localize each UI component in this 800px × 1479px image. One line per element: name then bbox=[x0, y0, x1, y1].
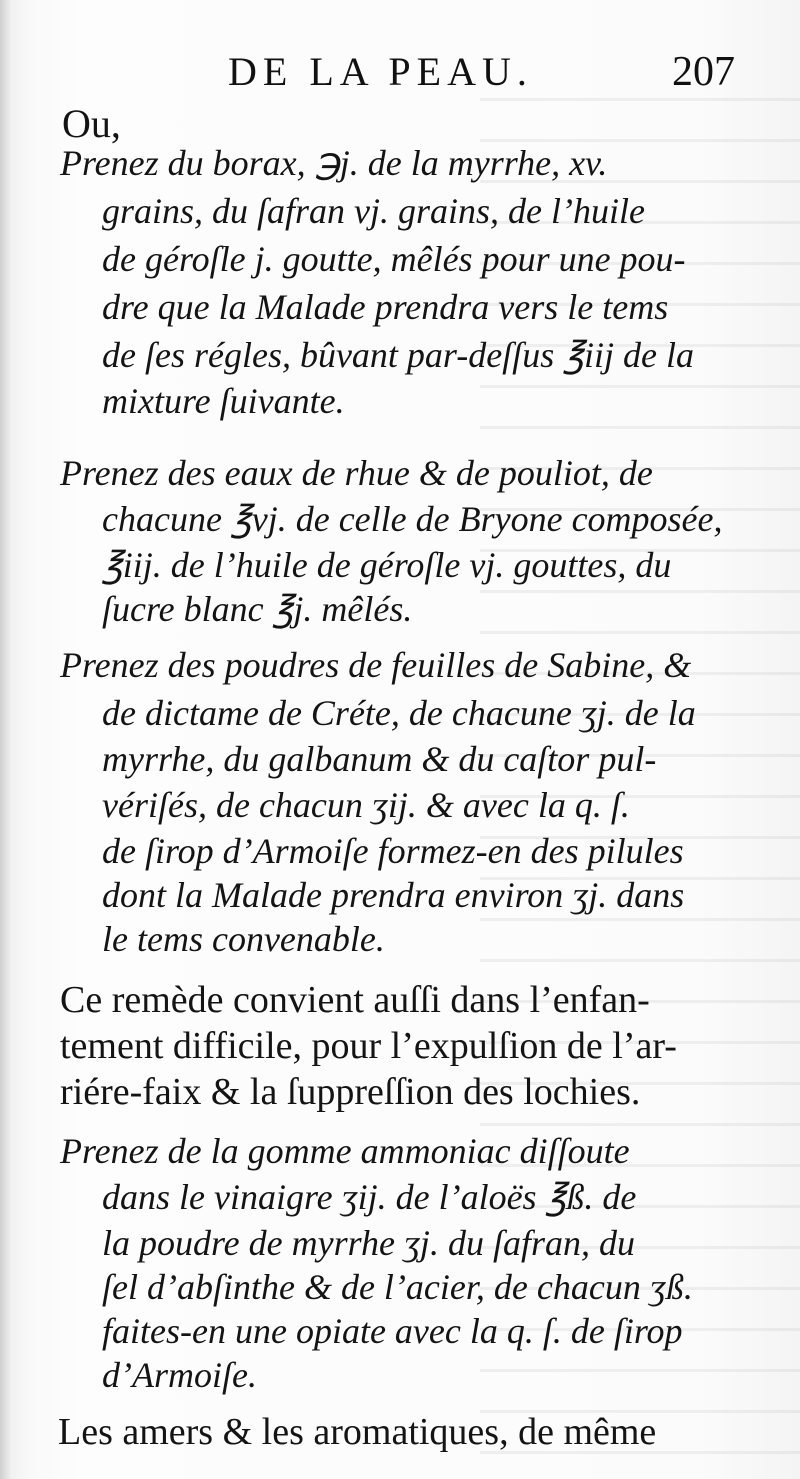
body-line: vériſés, de chacun ʒij. & avec la q. ſ. bbox=[102, 785, 630, 825]
body-line: de ſes régles, bûvant par-deſſus ℥iij de la bbox=[102, 335, 694, 375]
page-gutter-shadow bbox=[0, 0, 12, 1479]
body-line: Ce remède convient auſſi dans l’enfan- bbox=[60, 979, 650, 1021]
body-line: faites-en une opiate avec la q. ſ. de ſirop bbox=[102, 1311, 683, 1351]
body-line: Prenez des poudres de feuilles de Sabine, & bbox=[60, 645, 692, 685]
body-line: myrrhe, du galbanum & du caſtor pul- bbox=[102, 739, 657, 779]
body-line: ſucre blanc ℥j. mêlés. bbox=[102, 589, 413, 629]
body-line: grains, du ſafran vj. grains, de l’huile bbox=[102, 191, 645, 231]
page-header bbox=[0, 48, 800, 108]
body-line: Prenez des eaux de rhue & de pouliot, de bbox=[60, 453, 653, 493]
body-line: de ſirop d’Armoiſe formez-en des pilules bbox=[102, 831, 684, 871]
page-number: 207 bbox=[672, 49, 735, 95]
body-line: chacune ℥vj. de celle de Bryone composée, bbox=[102, 499, 723, 539]
body-line: dans le vinaigre ʒij. de l’aloës ℥ß. de bbox=[102, 1177, 637, 1217]
body-line: riére-faix & la ſuppreſſion des lochies. bbox=[60, 1071, 641, 1113]
body-line: tement difficile, pour l’expulſion de l’ar- bbox=[60, 1025, 677, 1067]
body-line: mixture ſuivante. bbox=[102, 381, 345, 421]
body-line: dre que la Malade prendra vers le tems bbox=[102, 287, 669, 327]
body-line: le tems convenable. bbox=[102, 919, 385, 959]
body-line: de dictame de Créte, de chacune ʒj. de la bbox=[102, 693, 696, 733]
body-line: Prenez du borax, ℈j. de la myrrhe, xv. bbox=[60, 143, 608, 183]
body-line: dont la Malade prendra environ ʒj. dans bbox=[102, 875, 685, 915]
body-line: de géroſle j. goutte, mêlés pour une pou- bbox=[102, 239, 686, 279]
running-title: DE LA PEAU. bbox=[228, 49, 533, 94]
body-line: d’Armoiſe. bbox=[102, 1355, 257, 1395]
body-line: la poudre de myrrhe ʒj. du ſafran, du bbox=[102, 1223, 635, 1263]
body-line: Prenez de la gomme ammoniac diſſoute bbox=[60, 1131, 630, 1171]
body-line: ℥iij. de l’huile de géroſle vj. gouttes, du bbox=[102, 545, 672, 585]
body-line: Ou, bbox=[62, 101, 121, 146]
body-line: ſel d’abſinthe & de l’acier, de chacun ʒß. bbox=[102, 1267, 693, 1307]
body-line: Les amers & les aromatiques, de même bbox=[58, 1411, 657, 1453]
